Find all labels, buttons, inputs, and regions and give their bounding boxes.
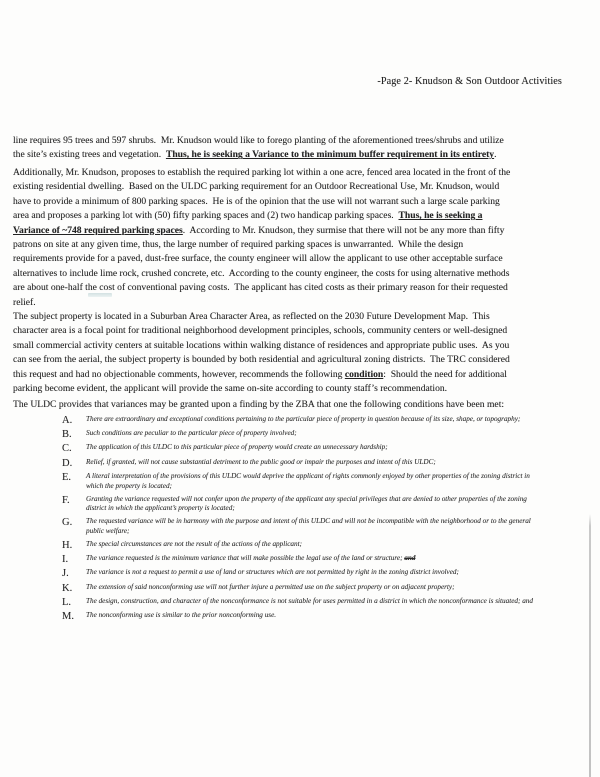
text-line — [86, 504, 592, 514]
body-text: alternatives to include lime rock, crushed concrete, etc. According to the county engineer, the costs for using alternative methods — [13, 267, 510, 279]
text-line — [13, 134, 504, 148]
condition-item — [62, 415, 592, 426]
body-text: relief. — [13, 296, 36, 308]
condition-item — [62, 611, 592, 622]
body-text: Relief, if granted, will not cause substantial detriment to the public good or impair the purposes and intent of this ULDC; — [86, 457, 436, 466]
scan-artifact-cyan-dash — [88, 293, 112, 297]
body-text: area and proposes a parking lot with (50) fifty parking spaces and (2) two handicap parking spaces. — [13, 210, 399, 222]
list-intro — [13, 398, 504, 412]
condition-text — [86, 611, 592, 621]
text-line — [13, 324, 510, 338]
text-line — [13, 398, 504, 412]
condition-text — [86, 472, 592, 492]
body-text: The subject property is located in a Suburban Area Character Area, as reflected on the 2030 Future Development Map. This — [13, 311, 490, 322]
body-text: . According to Mr. Knudson, they surmise that there will not be any more than fifty — [182, 224, 505, 236]
text-line — [86, 415, 592, 425]
body-text: The nonconforming use is similar to the prior nonconforming use. — [86, 611, 277, 620]
body-text: the site’s existing trees and vegetation. — [13, 149, 166, 161]
condition-letter: L. — [62, 596, 72, 608]
condition-text — [86, 554, 592, 564]
condition-item — [62, 495, 592, 515]
struck-text: and — [404, 554, 416, 563]
paragraph-character-area — [13, 310, 510, 396]
body-text: . — [494, 149, 497, 161]
emphasized-text: Thus, he is seeking a — [398, 210, 483, 222]
condition-item — [62, 458, 592, 469]
condition-text — [86, 458, 592, 468]
text-line — [13, 252, 510, 266]
body-text: patrons on site at any given time, thus, the large number of required parking spaces is unwarranted. While the design — [13, 238, 464, 250]
body-text: Additionally, Mr. Knudson, proposes to establish the required parking lot within a one acre, fenced area located in the front of the — [13, 167, 511, 178]
text-line — [13, 339, 510, 353]
condition-text — [86, 495, 592, 515]
text-line — [86, 517, 592, 527]
condition-text — [86, 540, 592, 550]
text-line — [86, 597, 592, 607]
text-line — [13, 180, 510, 194]
condition-item — [62, 554, 592, 565]
body-text: can see from the aerial, the subject property is bounded by both residential and agricultural zoning districts. The TRC considered — [13, 354, 510, 366]
text-line — [13, 296, 510, 310]
text-line — [86, 583, 592, 593]
condition-text — [86, 597, 592, 607]
text-line — [13, 368, 510, 382]
text-line — [13, 148, 504, 162]
body-text: The variance is not a request to permit a use of land or structures which are not permitted by right in the zoning district involved; — [86, 568, 459, 577]
text-line — [13, 310, 510, 324]
emphasized-text: condition — [344, 368, 384, 380]
condition-text — [86, 583, 592, 593]
text-line — [86, 527, 592, 537]
body-text: line requires 95 trees and 597 shrubs. Mr. Knudson would like to forego planting of the aforementioned trees/shrubs and utilize — [13, 135, 504, 146]
condition-letter: J. — [62, 568, 69, 580]
text-line — [13, 353, 510, 367]
body-text: small commercial activity centers at suitable locations within walking distance of residences and appropriate public uses. As you — [13, 339, 510, 351]
conditions-list — [62, 415, 592, 625]
condition-item — [62, 472, 592, 492]
text-line — [13, 238, 510, 252]
body-text: : Should the need for additional — [383, 368, 507, 380]
emphasized-text: Thus, he is seeking a Variance to the minimum buffer requirement in its entirety — [165, 149, 495, 161]
condition-item — [62, 443, 592, 454]
text-line — [86, 554, 592, 564]
condition-text — [86, 415, 592, 425]
condition-item — [62, 568, 592, 579]
body-text: character area is a focal point for traditional neighborhood development principles, schools, community centers or well-designed — [13, 325, 508, 337]
body-text: The ULDC provides that variances may be granted upon a finding by the ZBA that one the following conditions have been met: — [13, 399, 505, 410]
paragraph-parking-variance — [13, 166, 510, 310]
condition-item — [62, 583, 592, 594]
body-text: existing residential dwelling. Based on the ULDC parking requirement for an Outdoor Recreational Use, Mr. Knudson, would — [13, 181, 500, 193]
condition-letter: I. — [62, 554, 69, 566]
condition-letter: G. — [62, 517, 73, 529]
condition-letter: M. — [62, 611, 74, 623]
text-line — [86, 495, 592, 505]
text-line — [86, 458, 592, 468]
text-line — [13, 382, 510, 396]
body-text: There are extraordinary and exceptional conditions pertaining to the particular piece of property in question because of its size, shape, or topography; — [86, 415, 521, 423]
condition-letter: F. — [62, 494, 70, 506]
condition-letter: C. — [62, 443, 72, 455]
body-text: public welfare; — [86, 527, 130, 536]
condition-letter: K. — [62, 582, 73, 594]
condition-text — [86, 429, 592, 439]
text-line — [13, 224, 510, 238]
text-line — [86, 472, 592, 482]
condition-text — [86, 568, 592, 578]
condition-text — [86, 517, 592, 537]
body-text: The application of this ULDC to this particular piece of property would create an unnecessary hardship; — [86, 443, 388, 452]
body-text: The design, construction, and character of the nonconformance is not suitable for uses permitted in a district in which the nonconformance is situated; and — [86, 596, 533, 605]
text-line — [13, 166, 510, 180]
paragraph-buffer-variance — [13, 134, 504, 163]
body-text: requirements provide for a paved, dust-free surface, the county engineer will allow the applicant to use other acceptable surface — [13, 253, 503, 265]
condition-item — [62, 517, 592, 537]
body-text: are about one-half the cost of conventional paving costs. The applicant has cited costs as their primary reason for their requested — [13, 282, 508, 294]
condition-item — [62, 429, 592, 440]
body-text: The special circumstances are not the result of the actions of the applicant; — [86, 540, 302, 549]
text-line — [86, 540, 592, 550]
text-line — [86, 482, 592, 492]
condition-item — [62, 597, 592, 608]
condition-letter: E. — [62, 471, 72, 483]
body-text: have to provide a minimum of 800 parking spaces. He is of the opinion that the use will not warrant such a large scale parking — [13, 195, 500, 207]
body-text: this request and had no objectionable comments, however, recommends the following — [13, 368, 345, 380]
body-text: The extension of said nonconforming use will not further injure a permitted use on the subject property or on adjacent property; — [86, 582, 455, 591]
body-text: parking become evident, the applicant will provide the same on-site according to county staff’s recommendation. — [13, 382, 448, 394]
text-line — [13, 195, 510, 209]
body-text: The variance requested is the minimum variance that will make possible the legal use of the land or structure; — [86, 554, 405, 563]
page-header: -Page 2- Knudson & Son Outdoor Activities — [377, 76, 562, 87]
condition-letter: B. — [62, 429, 72, 441]
body-text: Such conditions are peculiar to the particular piece of property involved; — [86, 429, 297, 438]
body-text: A literal interpretation of the provisions of this ULDC would deprive the applicant of rights commonly enjoyed by other properties of the zoning district in — [86, 471, 530, 480]
text-line — [86, 443, 592, 453]
text-line — [86, 611, 592, 621]
body-text: which the property is located; — [86, 481, 172, 490]
condition-letter: D. — [62, 457, 73, 469]
emphasized-text: Variance of ~748 required parking spaces — [13, 224, 183, 236]
body-text: Granting the variance requested will not confer upon the property of the applicant any special privileges that are denied to other properties of the zoning — [86, 494, 527, 503]
condition-letter: H. — [62, 540, 73, 552]
text-line — [13, 267, 510, 281]
condition-letter: A. — [62, 415, 73, 426]
text-line — [86, 429, 592, 439]
body-text: The requested variance will be in harmony with the purpose and intent of this ULDC and will not be incompatible with the neighborhood or to the general — [86, 517, 531, 526]
condition-text — [86, 443, 592, 453]
condition-item — [62, 540, 592, 551]
text-line — [86, 568, 592, 578]
text-line — [13, 209, 510, 223]
scan-artifact-line — [589, 514, 591, 777]
body-text: district in which the applicant’s property is located; — [86, 504, 235, 513]
